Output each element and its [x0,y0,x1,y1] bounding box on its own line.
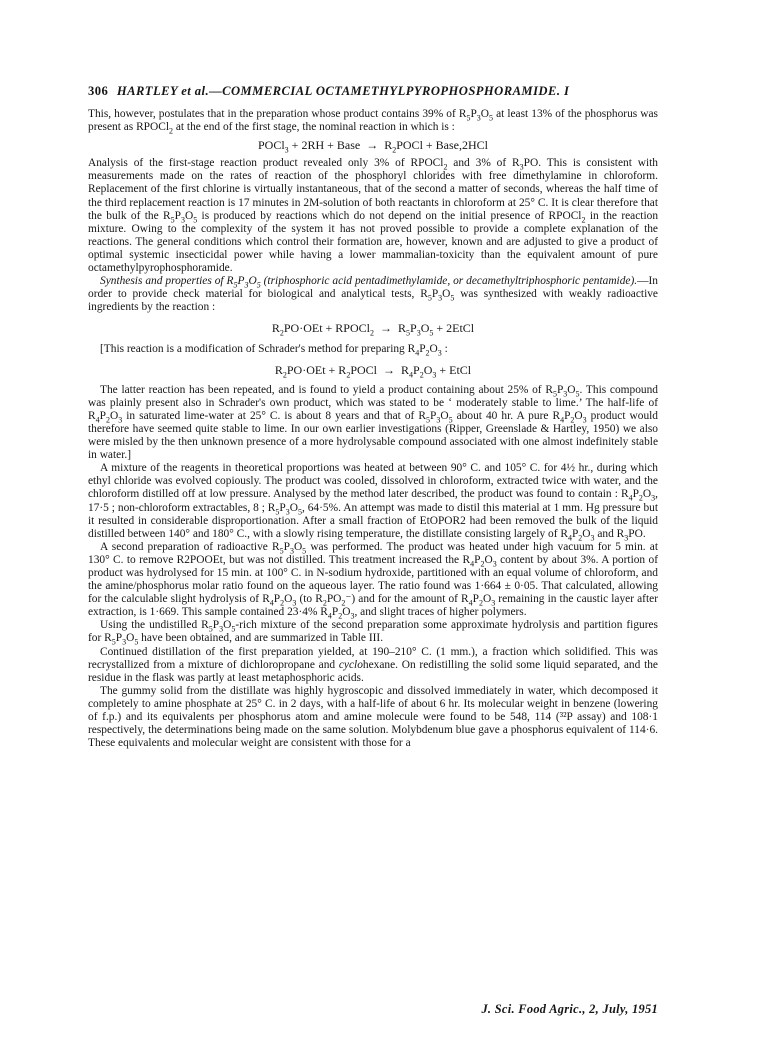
equation-1: POCl$_3$ + 2RH + Base → $R_2POCl$ + Base,2HCl [257,138,488,155]
paragraph-4: [This reaction is a modification of Schrader's method for preparing $R_4P_2O_3$ : [100,342,448,357]
section-heading: Synthesis and properties of $R_5P_3O_5$ (triphosphoric acid pentadimethylamide, or decamethyltriphosphoric pentamide). [100,275,638,290]
page-number: 306 [88,84,109,98]
paragraph-9: Continued distillation of the first preparation yielded, at 190–210° C. (1 mm.), a fraction which solidified. This was recrystallized from a mixture of dichloropropane and cyclohexane. On redistilling the solid some liquid separated, and the residue in the flask was partly at least metaphosphoric acids. [88,645,658,684]
equation-3: $R_2PO\cdot OEt$ + $R_2POCl \to R_4P_2O_3$ + EtCl [274,362,472,379]
paragraph-8: Using the undistilled $R_5P_3O_5$-rich mixture of the second preparation some approximate hydrolysis and partition figures for $R_5P_3O_5$ have been obtained, and are summarized in Table III. [88,619,658,647]
paragraph-7: A second preparation of radioactive $R_5P_3O_5$ was performed. The product was heated under high vacuum for 5 min. at 130° C. to remove R2POOEt, but was not distilled. This treatment increased the $R_4P_2O_3$ content by about 3%. A portion of product was hydrolysed for 15 min. at 100° C. in N-sodium hydroxide, partitioned with an equal volume of chloroform, and the amine/phosphorus molar ratio found on the aqueous layer. The ratio found was 1·664 ± 0·05. That calculated, allowing for the calculable slight hydrolysis of $R_4P_2O_3$ (to $R_2PO_2^-$) and for the amount of $R_4P_2O_3$ remaining in the caustic layer after extraction, is 1·669. This sample contained 23·4% $R_4P_2O_3$, and slight traces of higher polymers. [88,540,659,621]
paragraph-2: Analysis of the first-stage reaction product revealed only 3% of RPOCl$_2$ and 3% of $R_3PO$. This is consistent with measurements made on the rates of reaction of the phosphoryl chlorides with free dimethylamine in chloroform. Replacement of the first chlorine is virtually instantaneous, that of the second a matter of seconds, whereas the half time of the third replacement reaction is 17 minutes in 2M-solution of both reactants in chloroform at 25° C. It is clear therefore that the bulk of the $R_5P_3O_5$ is produced by reactions which do not depend on the initial presence of RPOCl$_2$ in the reaction mixture. Owing to the complexity of the system it has not proved possible to provide a complete explanation of the reactions. The general conditions which control their formation are, however, known and are adjusted to give a product of optimal systemic insecticidal power while having a lower mammalian-toxicity than the equivalent amount of pure octamethylpyrophosphoramide. [88,157,659,275]
journal-citation: J. Sci. Food Agric., 2, July, 1951 [481,1002,658,1016]
equation-2: $R_2PO\cdot OEt$ + RPOCl$_2$ → $R_5P_3O_5$ + 2EtCl [271,321,475,338]
running-title: HARTLEY et al.—COMMERCIAL OCTAMETHYLPYROPHOSPHORAMIDE. I [116,84,570,98]
paragraph-5: The latter reaction has been repeated, and is found to yield a product containing about 25% of $R_5P_3O_5$. This compound was plainly present also in Schrader's own product, which was stated to be ‘ moderately stable to lime.’ The half-life of $R_4P_2O_3$ in saturated lime-water at 25° C. is about 8 years and that of $R_5P_3O_5$ about 40 hr. A pure $R_4P_2O_3$ product would therefore have seemed quite stable to lime. In our own earlier investigations (Ripper, Greenslade & Hartley, 1950) we also were misled by the then unknown presence of a more hydrolysable compound associated with one almost indefinitely stable in water.] [88,383,659,462]
running-header [88,84,658,99]
paragraph-6: A mixture of the reagents in theoretical proportions was heated at between 90° C. and 105° C. for 4½ hr., during which ethyl chloride was evolved copiously. The product was cooled, dissolved in chloroform, extracted twice with water, and the chloroform distilled off at low pressure. Analysed by the method later described, the product was found to contain : $R_4P_2O_3$, 17·5 ; non-chloroform extractables, 8 ; $R_5P_3O_5$, 64·5%. An attempt was made to distil this material at 1 mm. Hg pressure but it resulted in considerable disproportionation. After a small fraction of EtOPOR2 had been removed the bulk of the liquid distilled between 140° and 180° C., with a slowly rising temperature, the distillate consisting largely of $R_4P_2O_3$ and $R_3PO$. [88,462,658,542]
paragraph-10: The gummy solid from the distillate was highly hygroscopic and dissolved immediately in water, which decomposed it completely to amine phosphate at 25° C. in 2 days, with a half-life of about 6 hr. Its molecular weight in benzene (lowering of f.p.) and its equivalents per phosphorus atom and amine molecule were found to be 548, 114 (³²P assay) and 108·1 respectively, the determinations being made on the same solution. Molybdenum blue gave a phosphorus equivalent of 114·6. These equivalents and molecular weight are consistent with those for a [88,684,658,750]
paper-page [88,84,658,750]
paragraph-1: This, however, postulates that in the preparation whose product contains 39% of $R_5P_3O_5$ at least 13% of the phosphorus was present as RPOCl$_2$ at the end of the first stage, the nominal reaction in which is : [88,108,658,136]
paragraph-3: Synthesis and properties of $R_5P_3O_5$ (triphosphoric acid pentadimethylamide, or decamethyltriphosphoric pentamide).—In order to provide check material for biological and analytical tests, $R_5P_3O_5$ was synthesized with weakly radioactive ingredients by the reaction : [88,275,658,314]
